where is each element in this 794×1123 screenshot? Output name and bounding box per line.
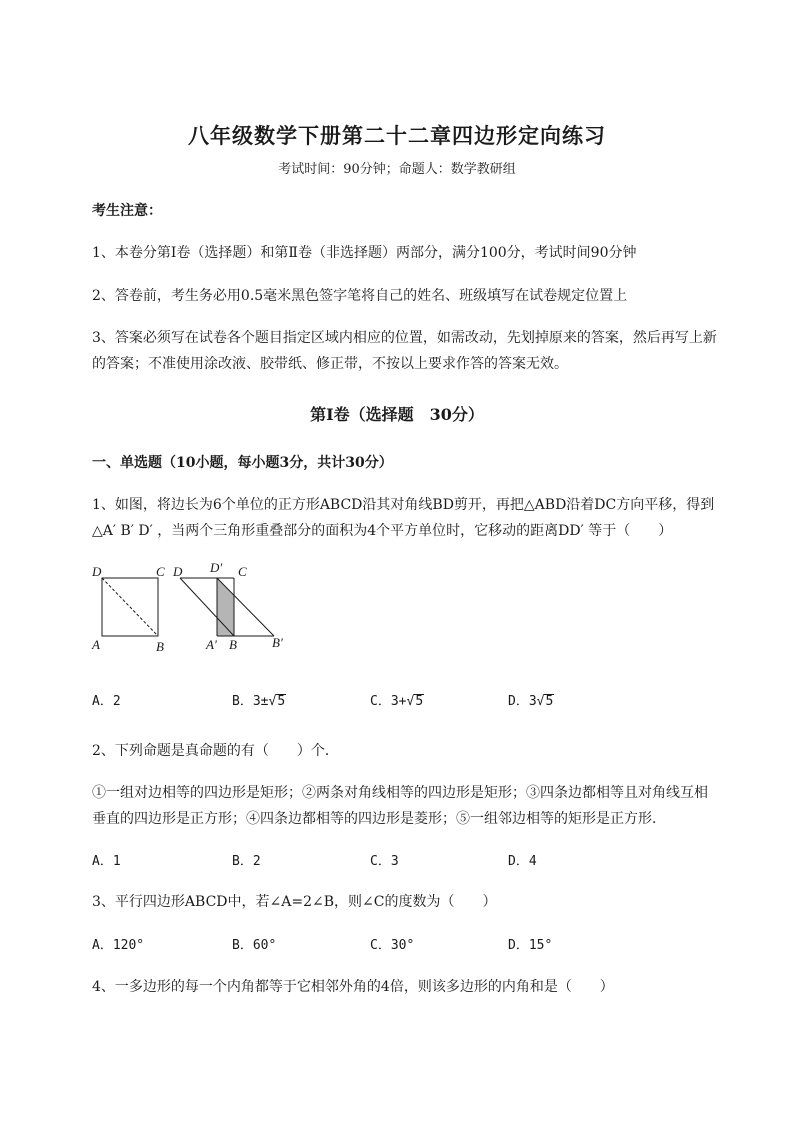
label-a: A (92, 637, 100, 652)
question-1-figure (88, 560, 298, 660)
label-b-2: B (229, 637, 237, 652)
option-b[interactable]: B．3±√5 (232, 694, 286, 709)
label-b-prime: B′ (272, 635, 283, 650)
label-c-2: C (238, 564, 247, 579)
exam-info: 考试时间：90分钟；命题人：数学教研组 (278, 162, 516, 177)
option-d[interactable]: D．3√5 (508, 694, 554, 709)
note-item-continued: 的答案；不准使用涂改液、胶带纸、修正带，不按以上要求作答的答案无效。 (92, 356, 568, 372)
question-2-stem: 2、下列命题是真命题的有（ ）个． (92, 743, 339, 759)
part-heading: 一、单选题（10小题，每小题3分，共计30分） (92, 455, 393, 471)
option-c[interactable]: C．30° (370, 938, 415, 953)
option-b[interactable]: B．60° (232, 938, 277, 953)
question-1-line-1: 1、如图，将边长为6个单位的正方形ABCD沿其对角线BD剪开，再把△ABD沿着DC方向平移，得到 (92, 497, 715, 513)
label-d-prime: D′ (210, 560, 223, 575)
label-b: B (156, 639, 164, 654)
option-c[interactable]: C．3 (370, 854, 399, 869)
option-d[interactable]: D．4 (508, 854, 537, 869)
question-4-stem: 4、一多边形的每一个内角都等于它相邻外角的4倍，则该多边形的内角和是（ ） (92, 979, 614, 995)
question-1-line-2: △A′ B′ D′ ，当两个三角形重叠部分的面积为4个平方单位时，它移动的距离DD′ 等于（ ） (92, 523, 673, 539)
label-d-2: D (173, 564, 183, 579)
note-item: 1、本卷分第Ⅰ卷（选择题）和第Ⅱ卷（非选择题）两部分，满分100分，考试时间90分钟 (92, 245, 637, 261)
notes-heading: 考生注意： (92, 203, 162, 219)
option-c[interactable]: C．3+√5 (370, 694, 424, 709)
note-item: 3、答案必须写在试卷各个题目指定区域内相应的位置，如需改动，先划掉原来的答案，然后再写上新 (92, 330, 717, 346)
question-2-statements-line-1: ①一组对边相等的四边形是矩形；②两条对角线相等的四边形是矩形；③四条边都相等且对角线互相 (92, 785, 708, 801)
option-a[interactable]: A．2 (92, 694, 121, 709)
option-d[interactable]: D．15° (508, 938, 553, 953)
label-c: C (156, 564, 165, 579)
section-title: 第Ⅰ卷（选择题 30分） (310, 405, 484, 424)
note-item: 2、答卷前，考生务必用0.5毫米黑色签字笔将自己的姓名、班级填写在试卷规定位置上 (92, 288, 628, 304)
option-a[interactable]: A．120° (92, 938, 145, 953)
question-2-statements-line-2: 垂直的四边形是正方形；④四条边都相等的四边形是菱形；⑤一组邻边相等的矩形是正方形． (92, 811, 666, 827)
option-b[interactable]: B．2 (232, 854, 261, 869)
label-a-prime: A′ (206, 637, 217, 652)
diagonal-bd (102, 578, 158, 636)
document-title: 八年级数学下册第二十二章四边形定向练习 (188, 123, 606, 148)
option-a[interactable]: A．1 (92, 854, 121, 869)
question-3-stem: 3、平行四边形ABCD中，若∠A=2∠B，则∠C的度数为（ ） (92, 894, 497, 910)
label-d: D (92, 564, 102, 579)
